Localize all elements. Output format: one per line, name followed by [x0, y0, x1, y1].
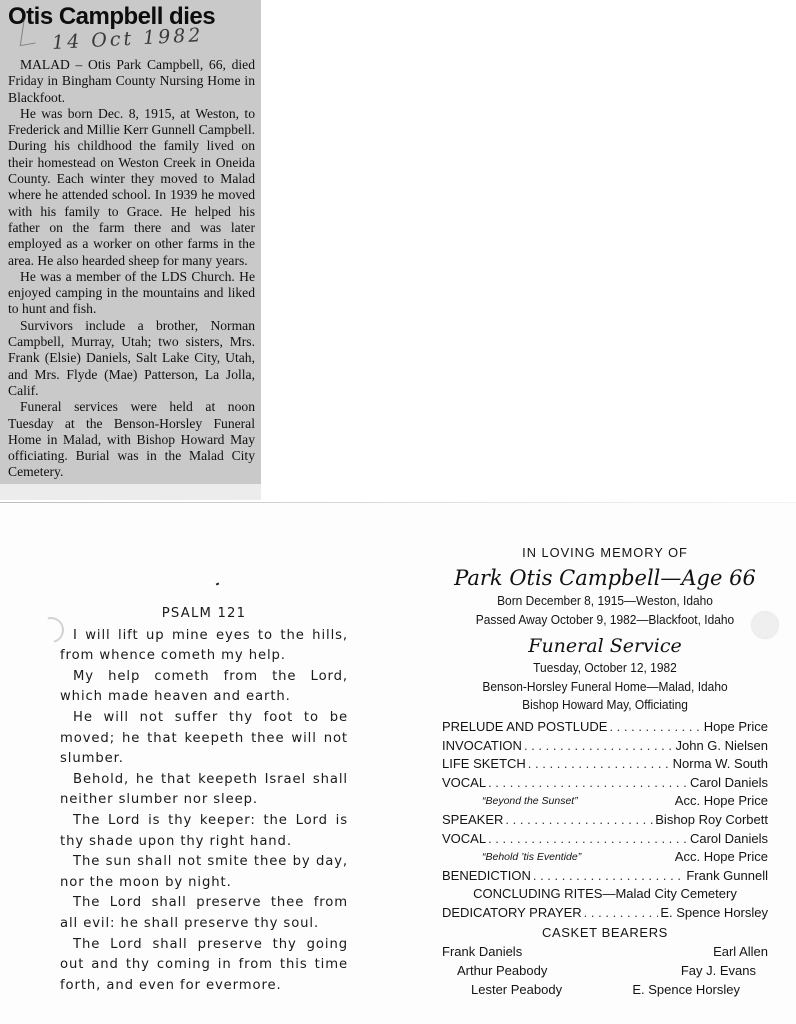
psalm-verse: He will not suffer thy foot to be moved; he that keepeth thee will not slumber. — [60, 709, 348, 767]
row-value: Carol Daniels — [689, 774, 768, 790]
birth-info: Born December 8, 1915—Weston, Idaho — [497, 593, 713, 608]
program-row — [442, 737, 768, 756]
deceased-name: Park Otis Campbell—Age 66 — [454, 566, 756, 590]
psalm-verse: Behold, he that keepeth Israel shall neither slumber nor sleep. — [60, 771, 348, 808]
bearer-name: Frank Daniels — [442, 943, 523, 959]
row-value: Carol Daniels — [689, 830, 768, 846]
row-label: VOCAL — [442, 774, 487, 790]
row-value: John G. Nielsen — [675, 737, 768, 753]
row-value: Frank Gunnell — [686, 867, 768, 883]
memory-label: IN LOVING MEMORY OF — [522, 545, 688, 560]
concluding-rites: CONCLUDING RITES—Malad City Cemetery — [473, 886, 737, 902]
program-subrow — [442, 848, 768, 867]
program-row — [442, 904, 768, 923]
handwritten-date: 14 Oct 1982 — [51, 24, 204, 54]
bearer-name: E. Spence Horsley — [632, 981, 740, 997]
service-title: Funeral Service — [528, 635, 682, 658]
row-label: INVOCATION — [442, 737, 522, 753]
article-paragraph: MALAD – Otis Park Campbell, 66, died Friday in Bingham County Nursing Home in Blackfoot. — [8, 57, 255, 105]
death-info: Passed Away October 9, 1982—Blackfoot, Idaho — [475, 611, 735, 627]
psalm-verse: The Lord shall preserve thy going out and thy coming in from this time forth, and even for evermore. — [60, 936, 348, 993]
accompanist: Acc. Hope Price — [674, 793, 768, 809]
row-label: SPEAKER — [442, 811, 504, 827]
newspaper-clipping — [0, 0, 261, 484]
program-row — [442, 718, 768, 737]
article-paragraph: He was a member of the LDS Church. He enjoyed camping in the mountains and liked to hunt and fish. — [8, 268, 255, 317]
dot-leader — [584, 904, 659, 923]
row-value: Norma W. South — [672, 756, 768, 772]
row-label: VOCAL — [442, 830, 487, 846]
row-value: Hope Price — [703, 718, 768, 734]
program-subrow — [442, 792, 768, 811]
article-paragraph: Survivors include a brother, Norman Campbell, Murray, Utah; two sisters, Mrs. Frank (Elsie) Daniels, Salt Lake City, Utah, and Mrs. Flyde (Mae) Patterson, La Jolla, Calif. — [8, 317, 255, 398]
psalm-verse: The Lord shall preserve thee from all evil: he shall preserve thy soul. — [60, 895, 348, 931]
officiating: Bishop Howard May, Officiating — [522, 697, 688, 713]
service-location: Benson-Horsley Funeral Home—Malad, Idaho — [482, 678, 728, 694]
bearer-name: Earl Allen — [713, 943, 768, 959]
row-value: E. Spence Horsley — [660, 904, 768, 920]
psalm-title: PSALM 121 — [161, 606, 247, 621]
row-label: PRELUDE AND POSTLUDE — [442, 718, 608, 734]
program-row — [442, 774, 768, 793]
psalm-verse: I will lift up mine eyes to the hills, from whence cometh my help. — [60, 627, 348, 664]
row-label: DEDICATORY PRAYER — [442, 904, 582, 920]
bearer-name: Lester Peabody — [471, 981, 563, 997]
casket-bearers-title: CASKET BEARERS — [542, 924, 668, 940]
psalm-verse: The sun shall not smite thee by day, nor the moon by night. — [60, 854, 348, 890]
row-value: Bishop Roy Corbett — [655, 811, 768, 827]
article-paragraph: He was born Dec. 8, 1915, at Weston, to Frederick and Millie Kerr Gunnell Campbell. During his childhood the family lived on their homestead on Weston Creek in Oneida County. Each winter they moved to Malad where he attended school. In 1939 he moved with his family to Grace. He helped his father on the farm there and was later employed as a worker on other farms in the area. He also hearded sheep for many years. — [8, 105, 255, 268]
service-program-panel — [442, 544, 768, 1000]
program-row — [442, 755, 768, 774]
dot-leader — [505, 811, 653, 830]
psalm-verse: The Lord is thy keeper: the Lord is thy shade upon thy right hand. — [60, 812, 348, 849]
dot-leader — [533, 867, 685, 886]
bearer-name: Fay J. Evans — [680, 962, 756, 978]
program-row — [442, 867, 768, 886]
dot-leader — [524, 737, 674, 756]
service-date: Tuesday, October 12, 1982 — [533, 660, 677, 676]
song-title: “Behold ’tis Eventide” — [482, 851, 582, 864]
headline: Otis Campbell dies — [8, 3, 216, 30]
bearer-name: Arthur Peabody — [457, 962, 548, 978]
dot-leader — [488, 774, 688, 793]
casket-bearers-list — [442, 942, 768, 1000]
pen-check-mark-icon — [20, 17, 40, 46]
program-items — [442, 718, 768, 923]
row-label: BENEDICTION — [442, 867, 531, 883]
psalm-verse: My help cometh from the Lord, which made heaven and earth. — [60, 668, 348, 705]
dot-leader — [528, 755, 671, 774]
program-row — [442, 830, 768, 849]
row-label: LIFE SKETCH — [442, 756, 526, 772]
dot-leader — [488, 830, 688, 849]
psalm-panel — [60, 604, 348, 996]
program-row — [442, 811, 768, 830]
clipping-shadow — [0, 484, 261, 500]
accompanist: Acc. Hope Price — [674, 849, 768, 865]
song-title: “Beyond the Sunset” — [482, 795, 578, 808]
article-paragraph: Funeral services were held at noon Tuesday at the Benson-Horsley Funeral Home in Malad, with Bishop Howard May officiating. Burial was in the Malad City Cemetery. — [8, 399, 255, 480]
obituary-article — [8, 57, 255, 481]
dot-leader — [609, 718, 701, 737]
